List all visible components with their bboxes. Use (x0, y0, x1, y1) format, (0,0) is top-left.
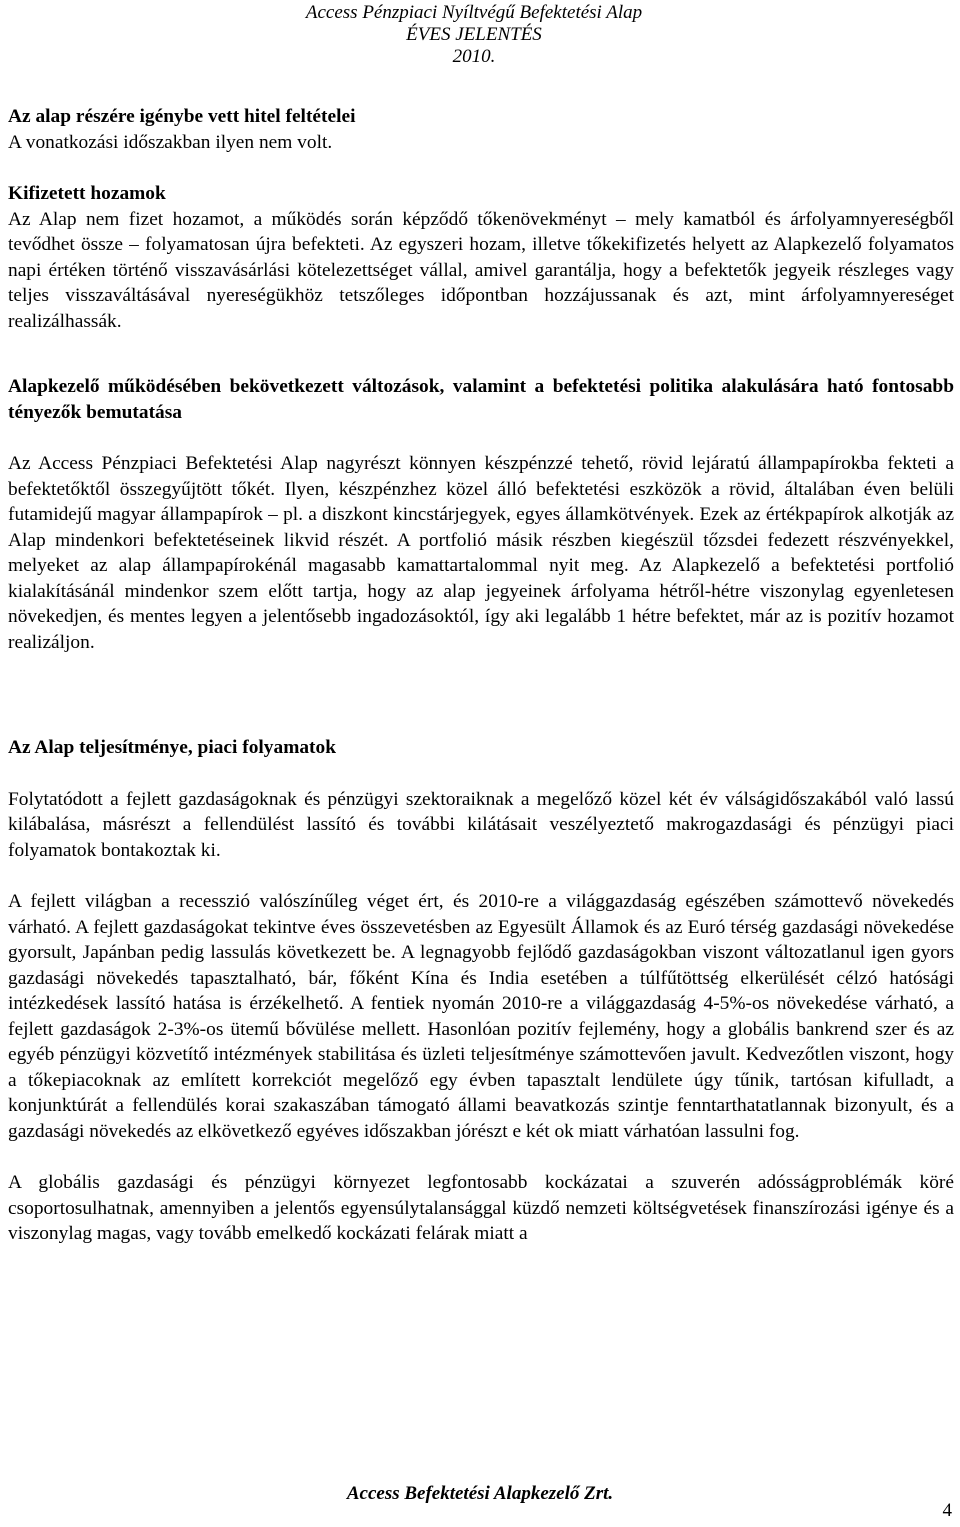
page-footer: Access Befektetési Alapkezelő Zrt. (346, 1483, 614, 1504)
yield-section-text: Az Alap nem fizet hozamot, a működés során képződő tőkenövekményt – mely kamatból és árfolyamnyereségből tevődhet össze – folyamatosan újra befekteti. Az egyszeri hozam, illetve tőkekifizetés helyett az Alapkezelő folyamatos napi értéken történő visszavásárlási kötelezettséget vállal, amivel garantálja, hogy a befektetők jegyeik részleges vagy teljes visszaváltásával nyereségükhöz tetszőleges időpontban hozzájussanak és azt, mint árfolyamnyereséget realizálhassák. (8, 208, 954, 332)
document-body (8, 104, 954, 1247)
performance-paragraph-1: Folytatódott a fejlett gazdaságoknak és pénzügyi szektoraiknak a megelőző közel két év válságidőszakából való lassú kilábalása, másrészt a fellendülést lassító és további kilátásait veszélyeztető makrogazdasági és pénzügyi piaci folyamatok bontakoztak ki. (8, 788, 954, 861)
page-number: 4 (942, 1500, 952, 1521)
loan-section-text: A vonatkozási időszakban ilyen nem volt. (8, 131, 333, 153)
header-year: 2010. (452, 46, 496, 67)
page-header (274, 2, 674, 68)
performance-paragraph-2: A fejlett világban a recesszió valószínűleg véget ért, és 2010-re a világgazdaság egészében számottevő növekedés várható. A fejlett gazdaságokat tekintve éves összevetésben az Egyesült Államok és az Euró térség gazdasági növekedése gyorsult, Japánban pedig lassulás következett be. A legnagyobb fejlődő gazdaságokban viszont változatlanul igen gyors gazdasági növekedés tapasztalható, bár, főként Kína és India esetében a túlfűtöttség elkerülését célzó hatósági intézkedések lassító hatása is érzékelhető. A fentiek nyomán 2010-re a világgazdaság 4-5%-os növekedése várható, a fejlett gazdaságok 2-3%-os ütemű bővülése mellett. Hasonlóan pozitív fejlemény, hogy a globális bankrend szer és az egyéb pénzügyi közvetítő intézmények stabilitása és üzleti teljesítménye számottevően javult. Kedvezőtlen viszont, hogy a tőkepiacoknak az említett korrekciót megelőző egy évben tapasztalt lendülete úgy tűnik, tartósan kifulladt, a konjunktúrát a fellendülés korai szakaszában támogató állami beavatkozás szintje fenntarthatatlannak bizonyult, és a gazdasági növekedés az elkövetkező egyéves időszakban jórészt e két ok miatt várhatóan lassulni fog. (8, 891, 954, 1142)
performance-section-title: Az Alap teljesítménye, piaci folyamatok (8, 737, 336, 758)
loan-section-title: Az alap részére igénybe vett hitel feltételei (8, 106, 356, 127)
manager-section-title: Alapkezelő működésében bekövetkezett változások, valamint a befektetési politika alakulására ható fontosabb tényezők bemutatása (8, 376, 954, 423)
performance-paragraph-3: A globális gazdasági és pénzügyi környezet legfontosabb kockázatai a szuverén adósságproblémák köré csoportosulhatnak, amennyiben a jelentős egyensúlytalansággal küzdő nemzeti költségvetések finanszírozási igénye és a viszonylag magas, vagy tovább emelkedő kockázati felárak miatt a (8, 1172, 954, 1244)
header-fund-name: Access Pénzpiaci Nyíltvégű Befektetési Alap (305, 2, 643, 23)
yield-section-title: Kifizetett hozamok (8, 183, 166, 204)
header-report-type: ÉVES JELENTÉS (406, 24, 542, 45)
manager-section-text: Az Access Pénzpiaci Befektetési Alap nagyrészt könnyen készpénzzé tehető, rövid lejáratú állampapírokba fekteti a befektetőktől összegyűjtött tőkét. Ilyen, készpénzhez közel álló befektetési eszközök a rövid, általában éven belüli futamidejű magyar állampapírok – pl. a diszkont kincstárjegyek, egyes államkötvények. Ezek az értékpapírok alkotják az Alap mindenkori befektetéseinek likvid részét. A portfolió másik részben kiegészül tőzsdei fedezett részvényekkel, melyeket az alap állampapírokénál magasabb kamattartalommal nyit meg. Az Alapkezelő a befektetési portfolió kialakításánál mindenkor szem előtt tartja, hogy az alap jegyeinek árfolyama hétről-hétre viszonylag egyenletesen növekedjen, és mentes legyen a jelentősebb ingadozásoktól, így aki legalább 1 hétre befektet, már az is pozitív hozamot realizáljon. (8, 453, 954, 653)
